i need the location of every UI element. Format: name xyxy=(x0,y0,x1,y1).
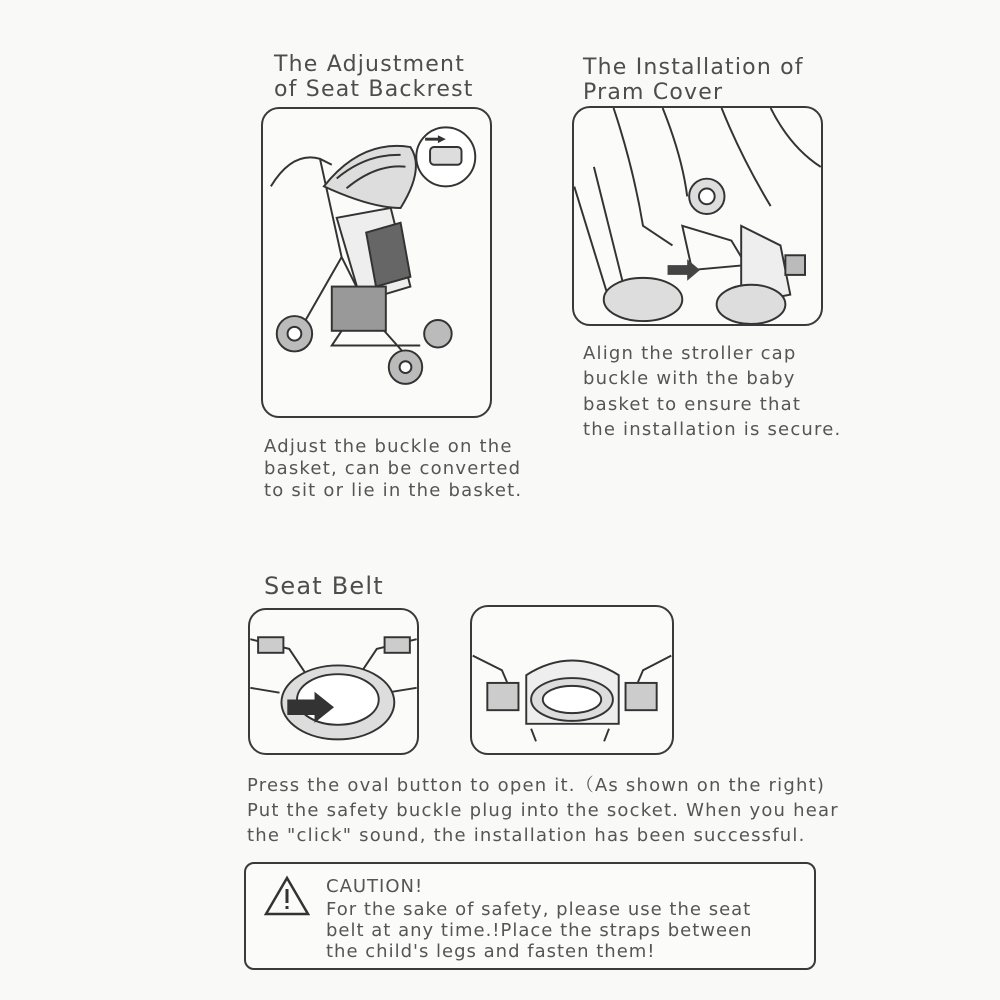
backrest-title-line2: of Seat Backrest xyxy=(274,77,474,102)
warning-triangle-icon xyxy=(262,874,312,918)
cover-desc-line2: buckle with the baby xyxy=(583,368,796,389)
caution-line2: belt at any time.!Place the straps between xyxy=(326,920,753,941)
cover-title-line1: The Installation of xyxy=(583,55,804,80)
seatbelt-desc-line3: the "click" sound, the installation has been successful. xyxy=(247,825,806,846)
seatbelt-drawing-left xyxy=(250,610,417,753)
backrest-desc-line3: to sit or lie in the basket. xyxy=(264,480,523,501)
cover-desc-line1: Align the stroller cap xyxy=(583,343,797,364)
seatbelt-desc-line1: Press the oval button to open it.（As shown on the right) xyxy=(247,775,826,796)
seatbelt-drawing-right xyxy=(472,607,672,753)
seatbelt-illustration-right xyxy=(470,605,674,755)
caution-line3: the child's legs and fasten them! xyxy=(326,941,656,962)
backrest-title-line1: The Adjustment xyxy=(274,52,466,77)
pram-cover-illustration xyxy=(572,106,823,326)
seatbelt-title: Seat Belt xyxy=(264,572,384,600)
caution-title: CAUTION! xyxy=(326,876,424,897)
stroller-drawing xyxy=(263,109,490,416)
backrest-desc-line2: basket, can be converted xyxy=(264,458,522,479)
pram-cover-drawing xyxy=(574,108,821,324)
cover-desc-line4: the installation is secure. xyxy=(583,419,842,440)
caution-line1: For the sake of safety, please use the seat xyxy=(326,899,752,920)
cover-title-line2: Pram Cover xyxy=(583,80,724,105)
seatbelt-desc-line2: Put the safety buckle plug into the socket. When you hear xyxy=(247,800,839,821)
caution-box xyxy=(244,862,816,970)
backrest-desc-line1: Adjust the buckle on the xyxy=(264,436,513,457)
stroller-illustration xyxy=(261,107,492,418)
seatbelt-illustration-left xyxy=(248,608,419,755)
cover-desc-line3: basket to ensure that xyxy=(583,394,802,415)
